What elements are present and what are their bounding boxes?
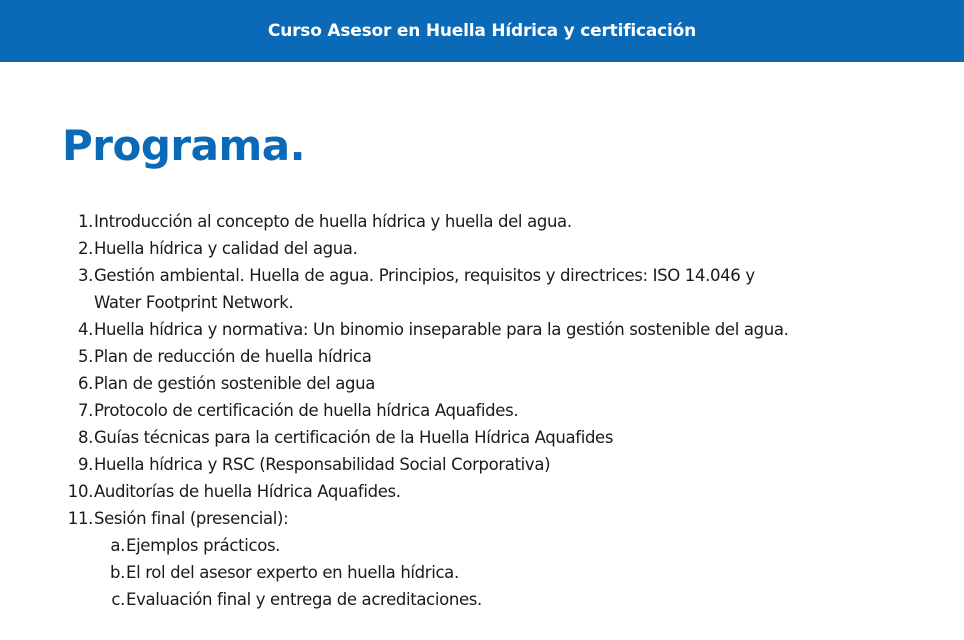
page-title: Programa. [62,121,306,170]
item-number: 1. [77,212,93,231]
item-text: Huella hídrica y normativa: Un binomio inseparable para la gestión sostenible del agua. [94,320,789,339]
program-subitem-b [0,559,964,586]
item-text: Introducción al concepto de huella hídrica y huella del agua. [94,212,572,231]
item-number: 7. [77,401,93,420]
program-sublist [94,532,964,613]
program-item-3 [0,262,964,316]
item-text: Huella hídrica y calidad del agua. [94,239,358,258]
program-item-11 [0,505,964,613]
header-bar [0,0,964,62]
item-text: Huella hídrica y RSC (Responsabilidad Social Corporativa) [94,455,551,474]
subitem-text: Ejemplos prácticos. [126,536,281,555]
item-text-continuation: Water Footprint Network. [94,293,294,312]
program-item-7 [0,397,964,424]
item-number: 11. [67,509,93,528]
item-number: 9. [77,455,93,474]
program-item-10 [0,478,964,505]
item-number: 5. [77,347,93,366]
course-title: Curso Asesor en Huella Hídrica y certificación [267,21,697,41]
item-text: Gestión ambiental. Huella de agua. Principios, requisitos y directrices: ISO 14.046 y [94,266,755,285]
subitem-text: Evaluación final y entrega de acreditaciones. [126,590,482,609]
subitem-letter: a. [110,536,125,555]
item-number: 3. [77,266,93,285]
item-number: 4. [77,320,93,339]
item-number: 10. [67,482,93,501]
item-number: 6. [77,374,93,393]
program-item-9 [0,451,964,478]
program-item-8 [0,424,964,451]
subitem-letter: b. [109,563,125,582]
program-item-2 [0,235,964,262]
subitem-letter: c. [111,590,125,609]
program-list [0,208,964,613]
program-item-1 [0,208,964,235]
program-subitem-c [0,586,964,613]
item-text: Sesión final (presencial): [94,509,289,528]
program-item-6 [0,370,964,397]
item-text: Plan de reducción de huella hídrica [94,347,372,366]
item-text: Auditorías de huella Hídrica Aquafides. [94,482,401,501]
item-text: Protocolo de certificación de huella hídrica Aquafides. [94,401,519,420]
subitem-text: El rol del asesor experto en huella hídrica. [126,563,459,582]
program-subitem-a [0,532,964,559]
program-item-5 [0,343,964,370]
program-item-4 [0,316,964,343]
item-number: 8. [77,428,93,447]
item-number: 2. [77,239,93,258]
item-text: Guías técnicas para la certificación de la Huella Hídrica Aquafides [94,428,614,447]
item-text: Plan de gestión sostenible del agua [94,374,376,393]
